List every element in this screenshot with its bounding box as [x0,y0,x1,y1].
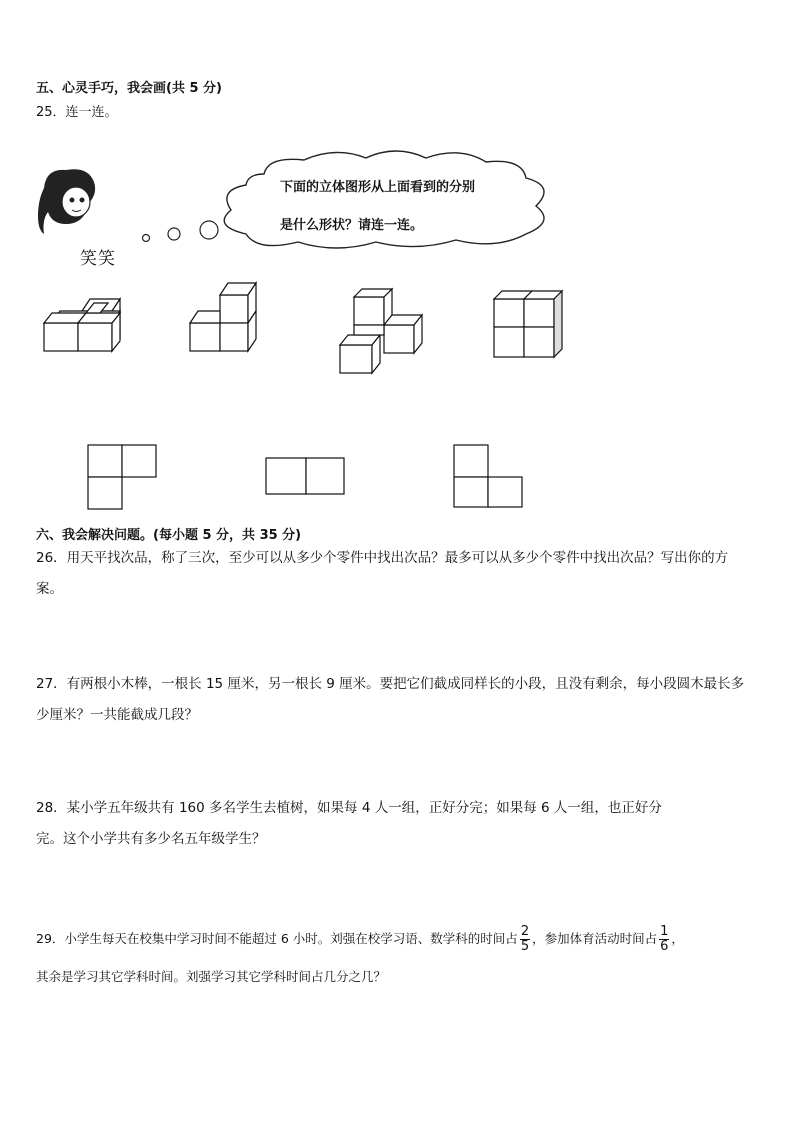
top-view-2 [266,458,344,494]
q26-line1: 26．用天平找次品，称了三次，至少可以从多少个零件中找出次品？最多可以从多少个零件中找出次品？写出你的方 [36,550,729,566]
solid-figure-4 [494,291,562,357]
q29-part3: ， [671,931,684,946]
q25-text: 25．连一连。 [36,105,118,120]
solid-figures-row [40,275,580,380]
fraction-two-fifths: $\frac{2}{5}$ [520,923,530,954]
top-views-row [80,440,540,512]
q28-line1: 28．某小学五年级共有 160 多名学生去植树，如果每 4 人一组，正好分完；如果每 6 人一组，也正好分 [36,800,662,816]
solid-figure-2 [190,283,256,351]
question-27 [36,669,744,731]
solid-figure-1 [44,299,120,351]
question-29 [36,918,684,984]
q28-line2: 完。这个小学共有多少名五年级学生？ [36,831,266,847]
q29-part2: ，参加体育活动时间占 [532,931,658,946]
top-view-1 [88,445,156,509]
section5-title: 五、心灵手巧，我会画(共 5 分) [36,81,222,96]
fraction-one-sixth: $\frac{1}{6}$ [660,923,669,954]
q27-line1: 27．有两根小木棒，一根长 15 厘米，另一根长 9 厘米。要把它们截成同样长的小段，且没有剩余，每小段圆木最长多 [36,676,745,692]
bubble-text-line2: 是什么形状？请连一连。 [280,218,424,233]
bubble-text-line1: 下面的立体图形从上面看到的分别 [280,180,476,195]
section6-title: 六、我会解决问题。(每小题 5 分，共 35 分) [36,528,302,543]
girl-name-label: 笑笑 [80,249,116,269]
solid-figure-3 [340,289,422,373]
top-view-3 [454,445,522,507]
q27-line2: 少厘米？一共能截成几段？ [36,707,198,723]
q26-line2: 案。 [36,581,63,597]
q29-part1: 29．小学生每天在校集中学习时间不能超过 6 小时。刘强在校学习语、数学科的时间占 [36,931,518,946]
question-26 [36,543,728,605]
q29-line2: 其余是学习其它学科时间。刘强学习其它学科时间占几分之几？ [36,969,387,984]
question-28 [36,793,662,855]
